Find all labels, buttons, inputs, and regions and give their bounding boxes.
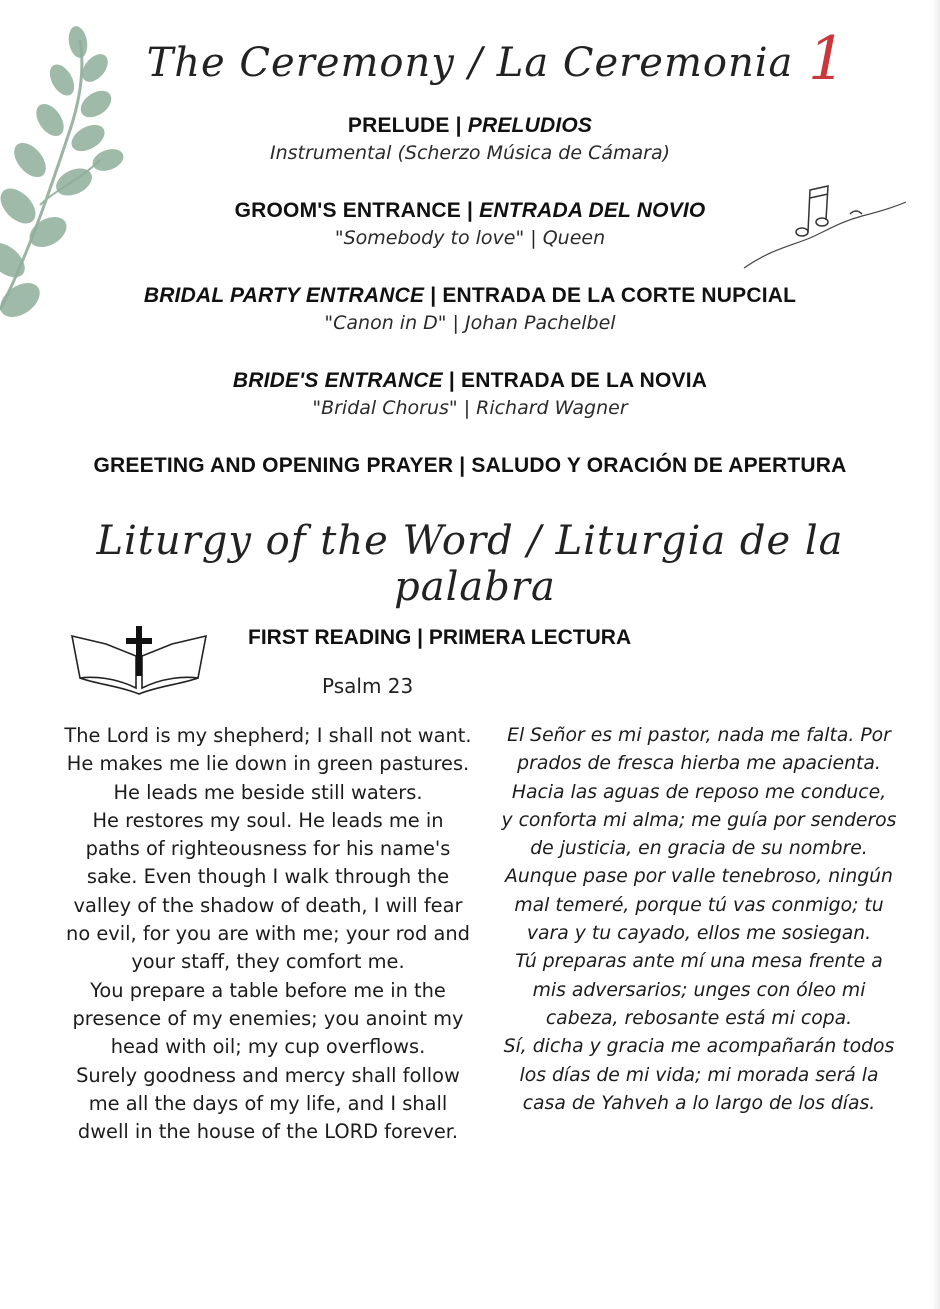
first-reading-heading-en: FIRST READING (248, 626, 412, 649)
reading-text-english (64, 722, 472, 1146)
first-reading-heading-es: PRIMERA LECTURA (428, 626, 632, 649)
program-item-prelude: PRELUDE | PRELUDIOS Instrumental (Scherzo Música de Cámara) (0, 114, 940, 164)
program-item-groom-entrance: GROOM'S ENTRANCE | ENTRADA DEL NOVIO "Somebody to love" | Queen (0, 199, 940, 249)
page-number: 1 (808, 24, 847, 94)
groom-detail: "Somebody to love" | Queen (334, 227, 606, 249)
reading-text-spanish (496, 722, 902, 1118)
open-bible-cross-icon (66, 622, 212, 698)
liturgy-title (0, 518, 940, 610)
liturgy-title-line1: Liturgy of the Word / Liturgia de la (96, 518, 844, 564)
spanish-paragraph: Tú preparas ante mí una mesa frente a mis adversarios; unges con óleo mi cabeza, rebosante está mi copa. (515, 951, 883, 1029)
bride-detail: "Bridal Chorus" | Richard Wagner (312, 397, 628, 419)
bride-heading-es: ENTRADA DE LA NOVIA (461, 369, 708, 392)
bridal-party-heading-en: BRIDAL PARTY ENTRANCE (143, 284, 425, 307)
english-paragraph: You prepare a table before me in the presence of my enemies; you anoint my head with oil; my cup overflows. (72, 978, 464, 1059)
greeting-heading-en: GREETING AND OPENING PRAYER (93, 454, 454, 477)
prelude-heading-en: PRELUDE (347, 114, 450, 137)
music-notes-icon (740, 180, 910, 275)
groom-heading-en: GROOM'S ENTRANCE (234, 199, 461, 222)
spanish-paragraph: Sí, dicha y gracia me acompañarán todos los días de mi vida; mi morada será la casa de Yahveh a lo largo de los días. (503, 1036, 895, 1114)
first-reading-heading: FIRST READING | PRIMERA LECTURA (248, 626, 632, 649)
english-paragraph: The Lord is my shepherd; I shall not want. He makes me lie down in green pastures. He leads me beside still waters. (64, 724, 472, 804)
bridal-party-detail: "Canon in D" | Johan Pachelbel (324, 312, 616, 334)
psalm-reference: Psalm 23 (322, 674, 414, 698)
liturgy-title-line2: palabra (394, 564, 556, 610)
prelude-heading-es: PRELUDIOS (467, 114, 593, 137)
spanish-paragraph: y conforta mi alma; me guía por senderos de justicia, en gracia de su nombre. (501, 809, 897, 860)
program-item-greeting: GREETING AND OPENING PRAYER | SALUDO Y ORACIÓN DE APERTURA (93, 454, 847, 477)
bridal-party-heading-es: ENTRADA DE LA CORTE NUPCIAL (442, 284, 797, 307)
greeting-heading-es: SALUDO Y ORACIÓN DE APERTURA (471, 454, 847, 477)
bride-heading-en: BRIDE'S ENTRANCE (232, 369, 443, 392)
ceremony-title: The Ceremony / La Ceremonia (146, 40, 794, 86)
prelude-detail: Instrumental (Scherzo Música de Cámara) (269, 142, 671, 164)
program-item-bridal-party: BRIDAL PARTY ENTRANCE | ENTRADA DE LA CORTE NUPCIAL "Canon in D" | Johan Pachelbel (0, 284, 940, 334)
english-paragraph: Surely goodness and mercy shall follow me all the days of my life, and I shall dwell in the house of the LORD forever. (76, 1063, 460, 1144)
groom-heading-es: ENTRADA DEL NOVIO (479, 199, 706, 222)
spanish-paragraph: El Señor es mi pastor, nada me falta. Por prados de fresca hierba me apacienta. Hacia las aguas de reposo me conduce, (507, 725, 891, 803)
english-paragraph: He restores my soul. He leads me in paths of righteousness for his name's sake. Even though I walk through the valley of the shadow of death, I will fear no evil, for you are with me; your rod and your staff, they comfort me. (66, 808, 470, 974)
page-edge (932, 0, 940, 1309)
spanish-paragraph: Aunque pase por valle tenebroso, ningún mal temeré, porque tú vas conmigo; tu vara y tu cayado, ellos me sosiegan. (505, 866, 893, 945)
program-item-bride-entrance: BRIDE'S ENTRANCE | ENTRADA DE LA NOVIA "Bridal Chorus" | Richard Wagner (0, 369, 940, 419)
